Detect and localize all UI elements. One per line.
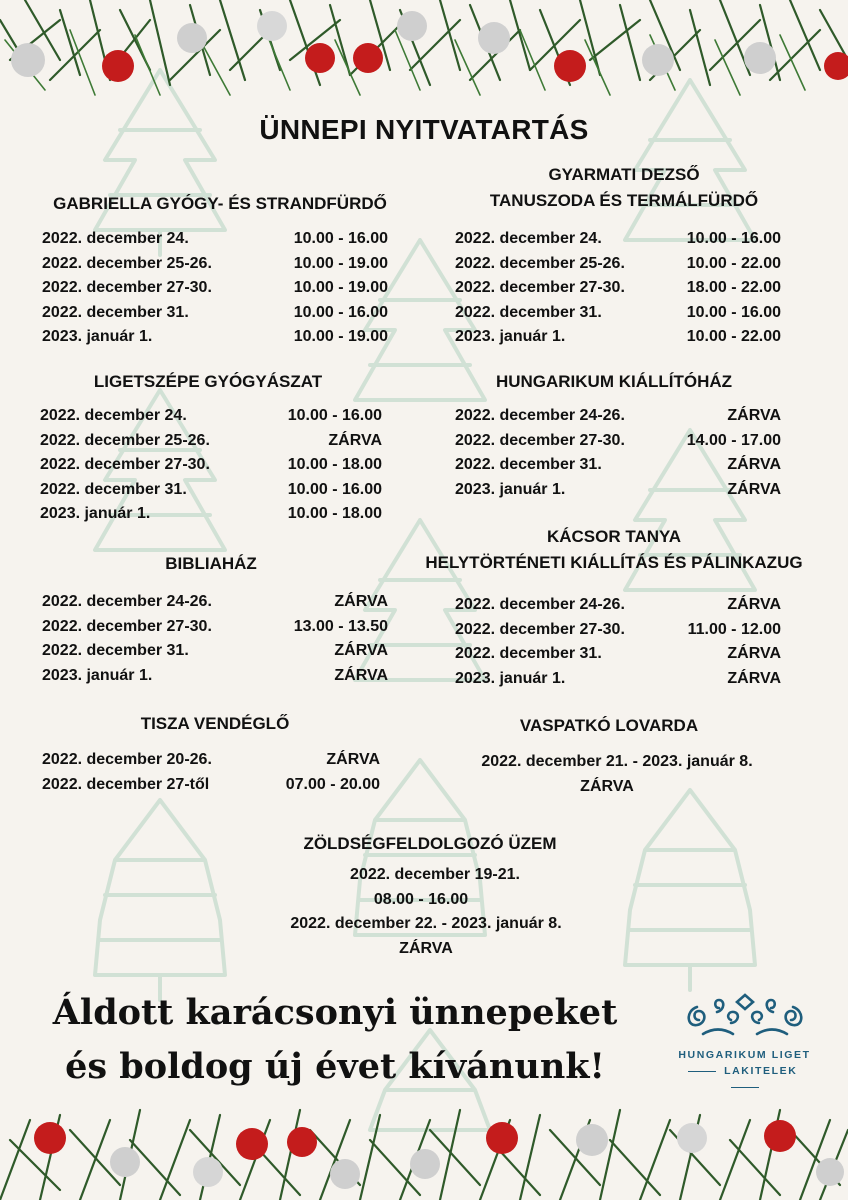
schedule-row bbox=[455, 593, 781, 618]
schedule-date: 2022. december 27-30. bbox=[42, 279, 212, 296]
schedule-zoldseg bbox=[230, 863, 620, 961]
schedule-date: 2022. december 27-30. bbox=[40, 456, 210, 473]
section-title-vaspatko: VASPATKÓ LOVARDA bbox=[519, 716, 699, 735]
schedule-row bbox=[455, 301, 781, 326]
schedule-date: 2022. december 31. bbox=[455, 456, 602, 473]
section-title-tisza: TISZA VENDÉGLŐ bbox=[140, 714, 290, 733]
schedule-date: 2022. december 27-30. bbox=[455, 431, 625, 449]
schedule-date: 2023. január 1. bbox=[42, 666, 153, 684]
schedule-hours: 14.00 - 17.00 bbox=[686, 431, 781, 449]
schedule-hours: ZÁRVA bbox=[326, 751, 380, 768]
schedule-hours: 10.00 - 16.00 bbox=[287, 480, 382, 498]
schedule-date: 2022. december 27-től bbox=[42, 775, 210, 793]
section-title-kacsor-line2: HELYTÖRTÉNETI KIÁLLÍTÁS ÉS PÁLINKAZUG bbox=[425, 553, 803, 572]
section-title-gyarmati-line2: TANUSZODA ÉS TERMÁLFÜRDŐ bbox=[489, 191, 759, 210]
schedule-hours: 10.00 - 16.00 bbox=[686, 303, 781, 321]
schedule-hours: ZÁRVA bbox=[727, 596, 781, 613]
schedule-row bbox=[455, 325, 781, 350]
schedule-row bbox=[40, 429, 382, 454]
schedule-tisza bbox=[42, 748, 380, 797]
schedule-hours: 10.00 - 22.00 bbox=[686, 254, 781, 272]
logo-location bbox=[672, 1063, 817, 1095]
schedule-date: 2022. december 25-26. bbox=[455, 254, 625, 272]
schedule-date: 2022. december 24-26. bbox=[455, 407, 625, 424]
vaspatko-dates: 2022. december 21. - 2023. január 8. bbox=[481, 753, 753, 770]
schedule-row bbox=[455, 404, 781, 429]
schedule-date: 2022. december 25-26. bbox=[40, 431, 210, 449]
folk-ornament-icon bbox=[685, 990, 805, 1042]
schedule-date: 2022. december 25-26. bbox=[42, 254, 212, 272]
greeting-line-1: Áldott karácsonyi ünnepeket bbox=[52, 992, 618, 1033]
top-garland bbox=[0, 0, 848, 105]
schedule-hours: 07.00 - 20.00 bbox=[285, 775, 380, 793]
schedule-date: 2022. december 31. bbox=[42, 303, 189, 321]
zoldseg-dates-1: 2022. december 19-21. bbox=[350, 866, 520, 883]
schedule-hours: 10.00 - 18.00 bbox=[287, 505, 382, 522]
schedule-bibliahaz bbox=[42, 590, 388, 688]
schedule-gyarmati bbox=[455, 227, 781, 350]
logo-name: HUNGARIKUM LIGET bbox=[678, 1049, 811, 1061]
schedule-date: 2023. január 1. bbox=[42, 328, 153, 345]
schedule-row bbox=[42, 301, 388, 326]
schedule-date: 2022. december 24. bbox=[455, 230, 602, 247]
vaspatko-status: ZÁRVA bbox=[580, 777, 634, 795]
schedule-hours: ZÁRVA bbox=[727, 407, 781, 424]
schedule-row bbox=[455, 429, 781, 454]
schedule-hours: 10.00 - 16.00 bbox=[293, 303, 388, 321]
schedule-date: 2022. december 27-30. bbox=[42, 617, 212, 635]
schedule-row bbox=[455, 227, 781, 252]
schedule-hours: ZÁRVA bbox=[727, 456, 781, 473]
schedule-row bbox=[40, 404, 382, 429]
schedule-row bbox=[40, 502, 382, 527]
schedule-row bbox=[455, 618, 781, 643]
schedule-row bbox=[42, 325, 388, 350]
schedule-date: 2022. december 27-30. bbox=[455, 620, 625, 638]
bottom-garland bbox=[0, 1100, 848, 1200]
schedule-date: 2022. december 24-26. bbox=[455, 596, 625, 613]
schedule-hours: 18.00 - 22.00 bbox=[686, 279, 781, 296]
schedule-hours: ZÁRVA bbox=[328, 431, 382, 449]
schedule-row bbox=[455, 478, 781, 503]
schedule-hours: 10.00 - 19.00 bbox=[293, 254, 388, 272]
section-title-bibliahaz: BIBLIAHÁZ bbox=[165, 554, 257, 573]
schedule-row bbox=[42, 252, 388, 277]
schedule-hours: 10.00 - 19.00 bbox=[293, 279, 388, 296]
schedule-hours: ZÁRVA bbox=[727, 645, 781, 662]
schedule-hours: ZÁRVA bbox=[334, 593, 388, 610]
greeting-line-2: és boldog új évet kívánunk! bbox=[65, 1046, 605, 1087]
schedule-date: 2022. december 31. bbox=[42, 642, 189, 659]
schedule-row bbox=[42, 615, 388, 640]
hungarikum-liget-logo bbox=[672, 990, 817, 1085]
schedule-hours: 10.00 - 19.00 bbox=[293, 328, 388, 345]
schedule-hours: 13.00 - 13.50 bbox=[293, 617, 388, 635]
section-title-ligetszepe: LIGETSZÉPE GYÓGYÁSZAT bbox=[93, 372, 323, 391]
schedule-row bbox=[455, 642, 781, 667]
section-title-gyarmati-line1: GYARMATI DEZSŐ bbox=[548, 165, 700, 184]
greeting-text bbox=[30, 986, 640, 1094]
schedule-row bbox=[455, 453, 781, 478]
logo-rule-right bbox=[731, 1087, 759, 1088]
schedule-date: 2023. január 1. bbox=[455, 669, 566, 687]
schedule-hours: ZÁRVA bbox=[334, 642, 388, 659]
schedule-hours: ZÁRVA bbox=[334, 666, 388, 684]
schedule-hours: 10.00 - 22.00 bbox=[686, 328, 781, 345]
schedule-row bbox=[455, 276, 781, 301]
schedule-date: 2023. január 1. bbox=[455, 328, 566, 345]
logo-rule-left bbox=[688, 1071, 716, 1072]
section-title-zoldseg: ZÖLDSÉGFELDOLGOZÓ ÜZEM bbox=[303, 834, 557, 853]
schedule-hours: ZÁRVA bbox=[727, 480, 781, 498]
schedule-vaspatko bbox=[430, 750, 804, 799]
section-title-kacsor-line1: KÁCSOR TANYA bbox=[546, 527, 682, 546]
schedule-row bbox=[42, 664, 388, 689]
schedule-hours: ZÁRVA bbox=[727, 669, 781, 687]
schedule-hours: 11.00 - 12.00 bbox=[687, 620, 781, 638]
schedule-hours: 10.00 - 16.00 bbox=[686, 230, 781, 247]
schedule-row bbox=[42, 748, 380, 773]
logo-location-text: LAKITELEK bbox=[724, 1065, 798, 1077]
schedule-row bbox=[42, 227, 388, 252]
schedule-date: 2022. december 24-26. bbox=[42, 593, 212, 610]
schedule-hours: 10.00 - 16.00 bbox=[293, 230, 388, 247]
zoldseg-dates-2: 2022. december 22. - 2023. január 8. bbox=[290, 915, 562, 932]
schedule-date: 2022. december 24. bbox=[40, 407, 187, 424]
schedule-date: 2022. december 27-30. bbox=[455, 279, 625, 296]
schedule-date: 2023. január 1. bbox=[40, 505, 151, 522]
page-title: ÜNNEPI NYITVATARTÁS bbox=[259, 114, 589, 145]
schedule-hours: 10.00 - 18.00 bbox=[287, 456, 382, 473]
zoldseg-status-2: ZÁRVA bbox=[399, 939, 453, 957]
schedule-kacsor bbox=[455, 593, 781, 691]
schedule-row bbox=[42, 276, 388, 301]
schedule-date: 2022. december 31. bbox=[455, 303, 602, 321]
schedule-date: 2023. január 1. bbox=[455, 480, 566, 498]
section-title-hungarikum: HUNGARIKUM KIÁLLÍTÓHÁZ bbox=[495, 372, 733, 391]
schedule-date: 2022. december 24. bbox=[42, 230, 189, 247]
schedule-row bbox=[455, 667, 781, 692]
schedule-row bbox=[40, 453, 382, 478]
schedule-row bbox=[42, 639, 388, 664]
schedule-date: 2022. december 20-26. bbox=[42, 751, 212, 768]
schedule-gabriella bbox=[42, 227, 388, 350]
schedule-row bbox=[42, 590, 388, 615]
schedule-date: 2022. december 31. bbox=[40, 480, 187, 498]
schedule-row bbox=[455, 252, 781, 277]
schedule-hours: 10.00 - 16.00 bbox=[287, 407, 382, 424]
bauble-icon bbox=[11, 11, 848, 82]
bauble-icon bbox=[34, 1120, 844, 1189]
schedule-date: 2022. december 31. bbox=[455, 645, 602, 662]
zoldseg-hours-1: 08.00 - 16.00 bbox=[373, 890, 469, 908]
schedule-row bbox=[42, 773, 380, 798]
schedule-hungarikum bbox=[455, 404, 781, 502]
schedule-ligetszepe bbox=[40, 404, 382, 527]
section-title-gabriella: GABRIELLA GYÓGY- ÉS STRANDFÜRDŐ bbox=[53, 194, 387, 213]
schedule-row bbox=[40, 478, 382, 503]
